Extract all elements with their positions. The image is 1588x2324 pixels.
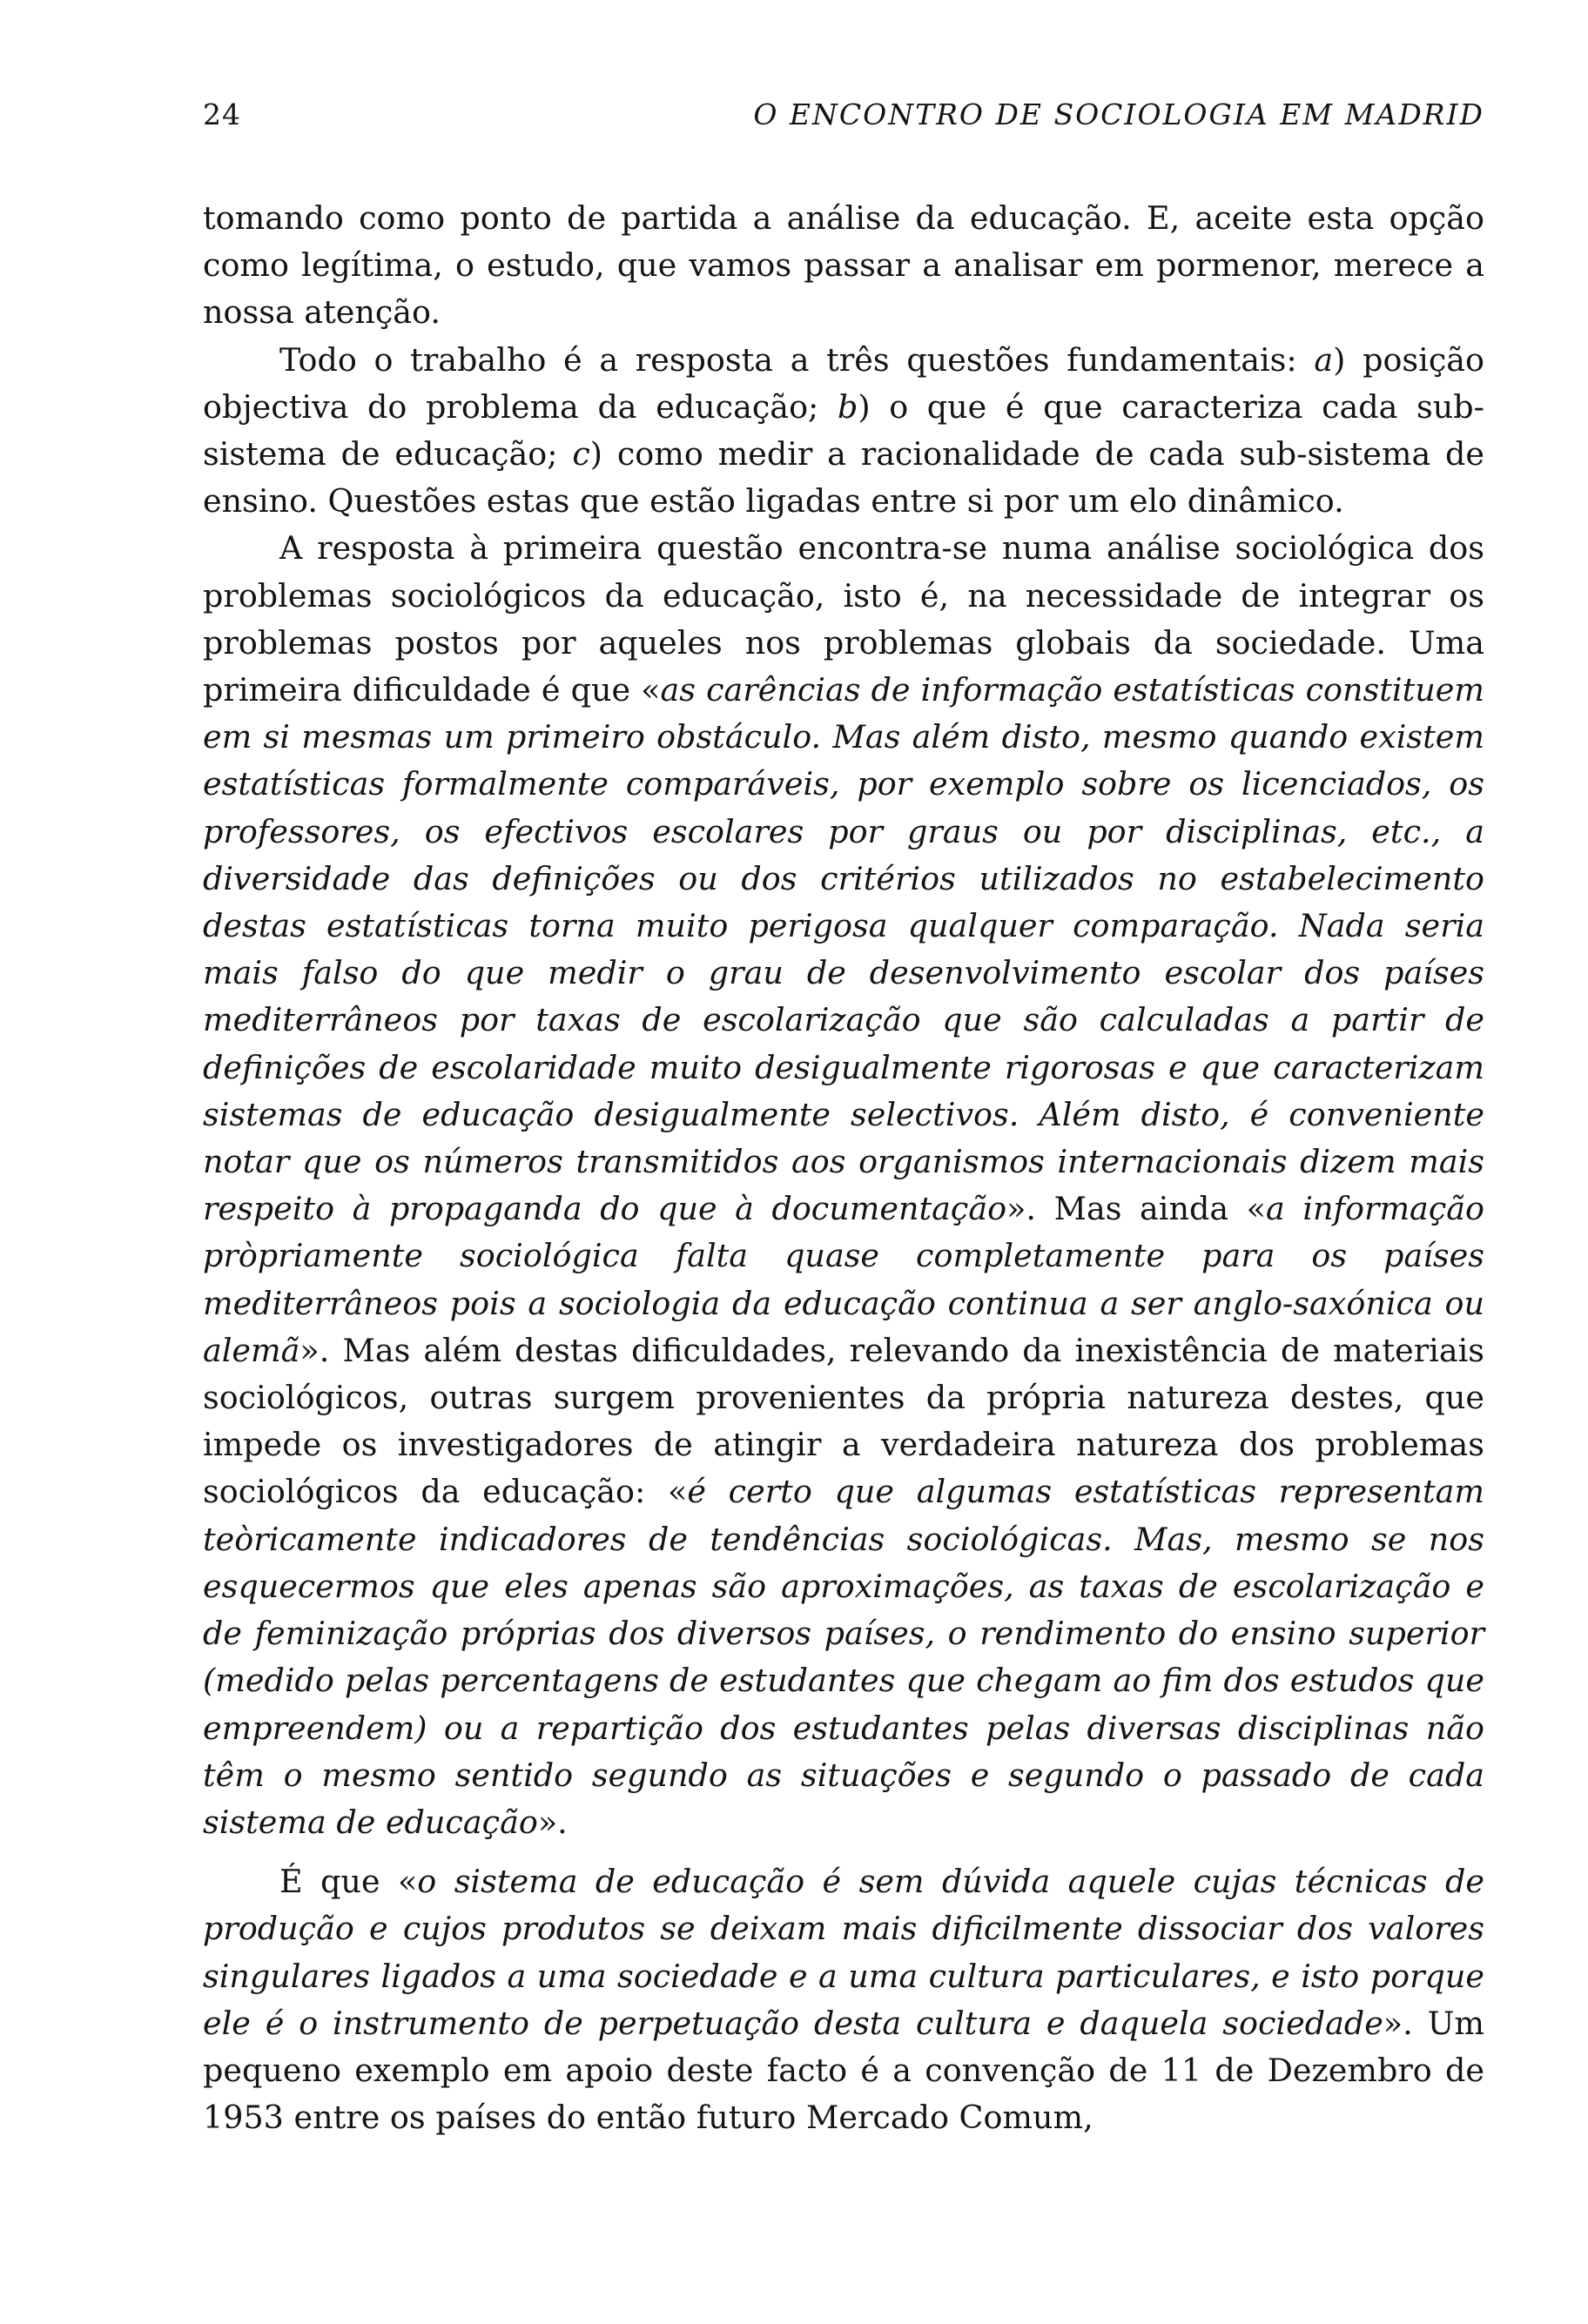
text-segment: ) como medir a racionalidade de cada sub-sistema de ensino. Questões estas que estão ligadas entre si por um elo dinâmico.: [203, 435, 1485, 521]
paragraph-2: [203, 337, 1484, 526]
quotation: as carências de informação estatísticas constituem em si mesmas um primeiro obstáculo. Mas além disto, mesmo quando existem estatísticas formalmente comparáveis, por exemplo sobre os licenciados, os professores, os efectivos escolares por graus ou por disciplinas, etc., a diversidade das definições ou dos critérios utilizados no estabelecimento destas estatísticas torna muito perigosa qualquer comparação. Nada seria mais falso do que medir o grau de desenvolvimento escolar dos países mediterrâneos por taxas de escolarização que são calculadas a partir de definições de escolaridade muito desigualmente rigorosas e que caracterizam sistemas de educação desigualmente selectivos. Além disto, é conveniente notar que os números transmitidos aos organismos internacionais dizem mais respeito à propaganda do que à documentação: [203, 671, 1484, 1228]
text-segment: ». Mas ainda «: [1006, 1190, 1266, 1228]
list-marker-a: a: [1314, 340, 1334, 379]
page-header: [203, 97, 1484, 141]
quotation: o sistema de educação é sem dúvida aquele cujas técnicas de produção e cujos produtos se deixam mais dificilmente dissociar dos valores singulares ligados a uma sociedade e a uma cultura particulares, e isto porque ele é o instrumento de perpetuação desta cultura e daquela sociedade: [203, 1863, 1484, 2042]
paragraph-3: [203, 525, 1484, 1846]
paragraph-1: [203, 195, 1484, 337]
paragraph-4: [203, 1858, 1484, 2141]
text-segment: ». Um pequeno exemplo em apoio deste facto é a convenção de 11 de Dezembro de 1953 entre os países do então futuro Mercado Comum,: [203, 2004, 1484, 2137]
body-text: [203, 195, 1484, 2141]
text-segment: É que «: [279, 1863, 418, 1901]
text-segment: ) o que é que caracteriza cada sub-sistema de educação;: [203, 387, 1484, 474]
text-segment: ». Mas além destas dificuldades, relevando da inexistência de materiais sociológicos, outras surgem provenientes da própria natureza destes, que impede os investigadores de atingir a verdadeira natureza dos problemas sociológicos da educação: «: [203, 1331, 1484, 1511]
list-marker-c: c: [572, 435, 590, 474]
text-segment: ) posição objectiva do problema da educação;: [203, 340, 1485, 426]
quotation: é certo que algumas estatísticas representam teòricamente indicadores de tendências sociológicas. Mas, mesmo se nos esquecermos que eles apenas são aproximações, as taxas de escolarização e de feminização próprias dos diversos países, o rendimento do ensino superior (medido pelas percentagens de estudantes que chegam ao fim dos estudos que empreendem) ou a repartição dos estudantes pelas diversas disciplinas não têm o mesmo sentido segundo as situações e segundo o passado de cada sistema de educação: [203, 1473, 1484, 1841]
running-title: O ENCONTRO DE SOCIOLOGIA EM MADRID: [753, 97, 1484, 131]
text-segment: ».: [537, 1803, 568, 1841]
page-number: 24: [203, 97, 241, 131]
text-segment: tomando como ponto de partida a análise da educação. E, aceite esta opção como legítima, o estudo, que vamos passar a analisar em pormenor, merece a nossa atenção.: [203, 199, 1484, 332]
quotation: a informação pròpriamente sociológica falta quase completamente para os países mediterrâneos pois a sociologia da educação continua a ser anglo-saxónica ou alemã: [203, 1190, 1484, 1369]
list-marker-b: b: [837, 387, 858, 426]
text-segment: A resposta à primeira questão encontra-se numa análise sociológica dos problemas sociológicos da educação, isto é, na necessidade de integrar os problemas postos por aqueles nos problemas globais da sociedade. Uma primeira dificuldade é que «: [203, 529, 1484, 709]
text-segment: Todo o trabalho é a resposta a três questões fundamentais:: [279, 340, 1315, 379]
